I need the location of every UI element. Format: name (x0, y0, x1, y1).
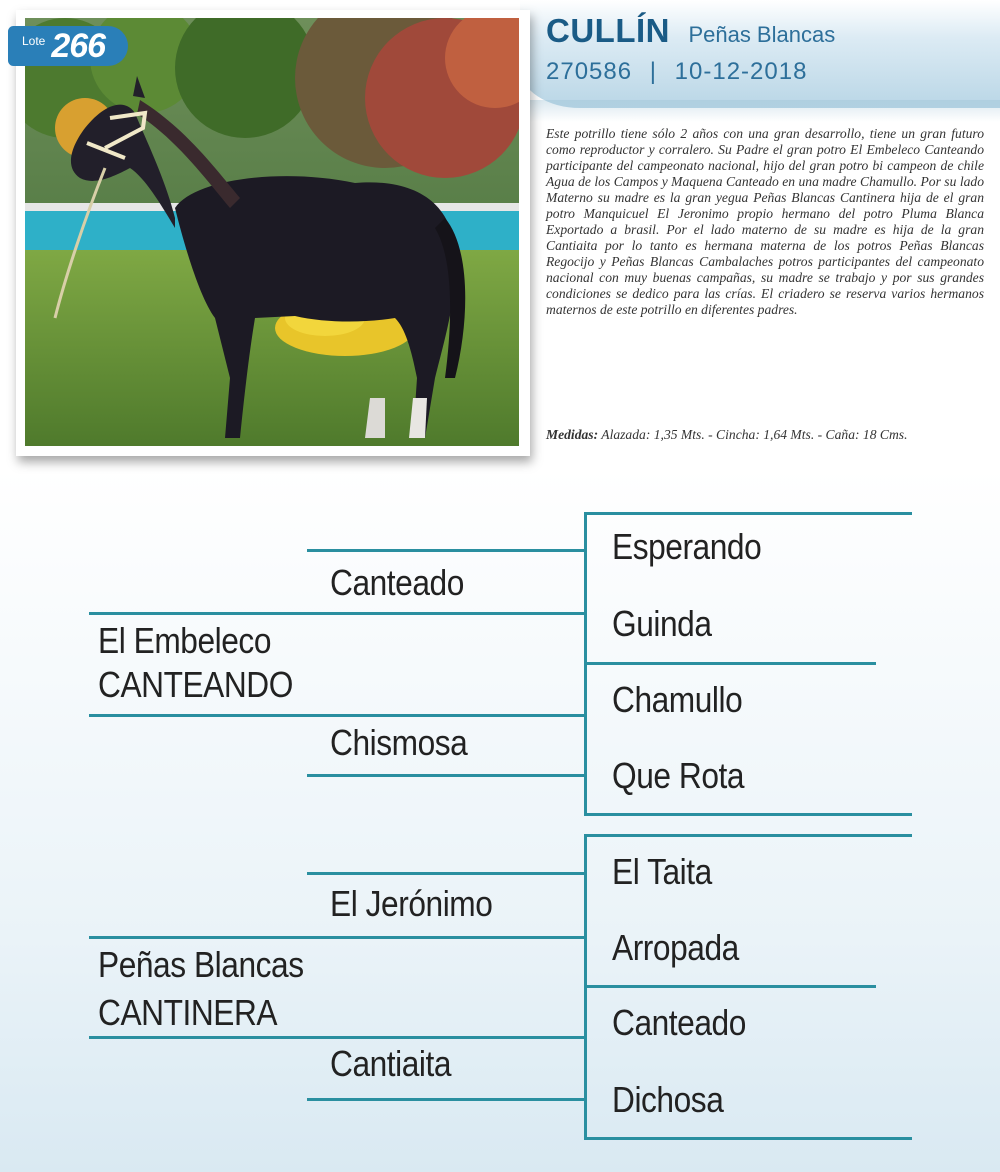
pedigree-line (89, 714, 587, 717)
dam-dam-name: Cantiaita (330, 1043, 452, 1084)
horse-photo-frame (16, 10, 530, 456)
dam-name-line1: Peñas Blancas (98, 944, 304, 985)
dam-name-line2: CANTINERA (98, 992, 278, 1033)
pedigree-line (584, 1137, 912, 1140)
pedigree-line (307, 549, 587, 552)
registration-number: 270586 (546, 58, 633, 85)
pedigree-line (307, 1098, 587, 1101)
lot-label: Lote (22, 34, 46, 48)
lot-badge (8, 26, 128, 66)
pedigree-line (584, 834, 912, 837)
sire-sire-name: Canteado (330, 562, 464, 603)
registration-row (546, 58, 807, 86)
pedigree-line (89, 612, 587, 615)
sire-name-line2: CANTEANDO (98, 664, 293, 705)
pedigree-line (307, 872, 587, 875)
title-row (546, 12, 835, 50)
sire-dam-dam-name: Que Rota (612, 755, 745, 796)
breeder-name: Peñas Blancas (688, 22, 836, 47)
horse-photo (25, 18, 519, 446)
lot-number: 266 (51, 26, 106, 65)
pedigree-line (584, 985, 876, 988)
pedigree-line (307, 774, 587, 777)
description-text: Este potrillo tiene sólo 2 años con una gran desarrollo, tiene un gran futuro como reproductor y corralero. Su Padre el gran potro El Embeleco Canteando participante del campeonato nacional, hijo del gran potro bi campeon de chile Agua de los Campos y Maquena Canteado en una madre Chamullo. Por su lado Materno su madre es la gran yegua Peñas Blancas Cantinera hija de el gran potro Manquicuel El Jeronimo propio hermano del potro Pluma Blanca Exportado a brasil. Por el lado materno de su madre es hija de la gran Cantiaita por lo tanto es hermana materna de los potros Peñas Blancas Regocijo y Peñas Blancas Cambalaches potros participantes del campeonato nacional con muy buenas campañas, su madre se trabajo y por sus grandes condiciones se dedico para las crías. El criadero se reserva varios hermanos maternos de este potrillo en diferentes padres. (546, 126, 984, 317)
measures-line (546, 427, 996, 443)
dam-dam-sire-name: Canteado (612, 1002, 746, 1043)
dam-dam-dam-name: Dichosa (612, 1079, 724, 1120)
measures-value: Alazada: 1,35 Mts. - Cincha: 1,64 Mts. - Caña: 18 Cms. (601, 427, 908, 442)
pedigree-line (89, 936, 587, 939)
sire-name-line1: El Embeleco (98, 620, 272, 661)
horse-name: CULLÍN (546, 12, 670, 49)
separator: | (649, 58, 657, 85)
birth-date: 10-12-2018 (674, 58, 808, 85)
sire-sire-dam-name: Guinda (612, 603, 712, 644)
sire-sire-sire-name: Esperando (612, 526, 762, 567)
sire-dam-name: Chismosa (330, 722, 468, 763)
dam-sire-sire-name: El Taita (612, 851, 712, 892)
pedigree-line (584, 813, 912, 816)
pedigree-line (584, 662, 876, 665)
dam-sire-dam-name: Arropada (612, 927, 739, 968)
measures-label: Medidas: (546, 427, 599, 442)
sire-dam-sire-name: Chamullo (612, 679, 743, 720)
pedigree-line (89, 1036, 587, 1039)
pedigree-line (584, 512, 912, 515)
dam-sire-name: El Jerónimo (330, 883, 493, 924)
